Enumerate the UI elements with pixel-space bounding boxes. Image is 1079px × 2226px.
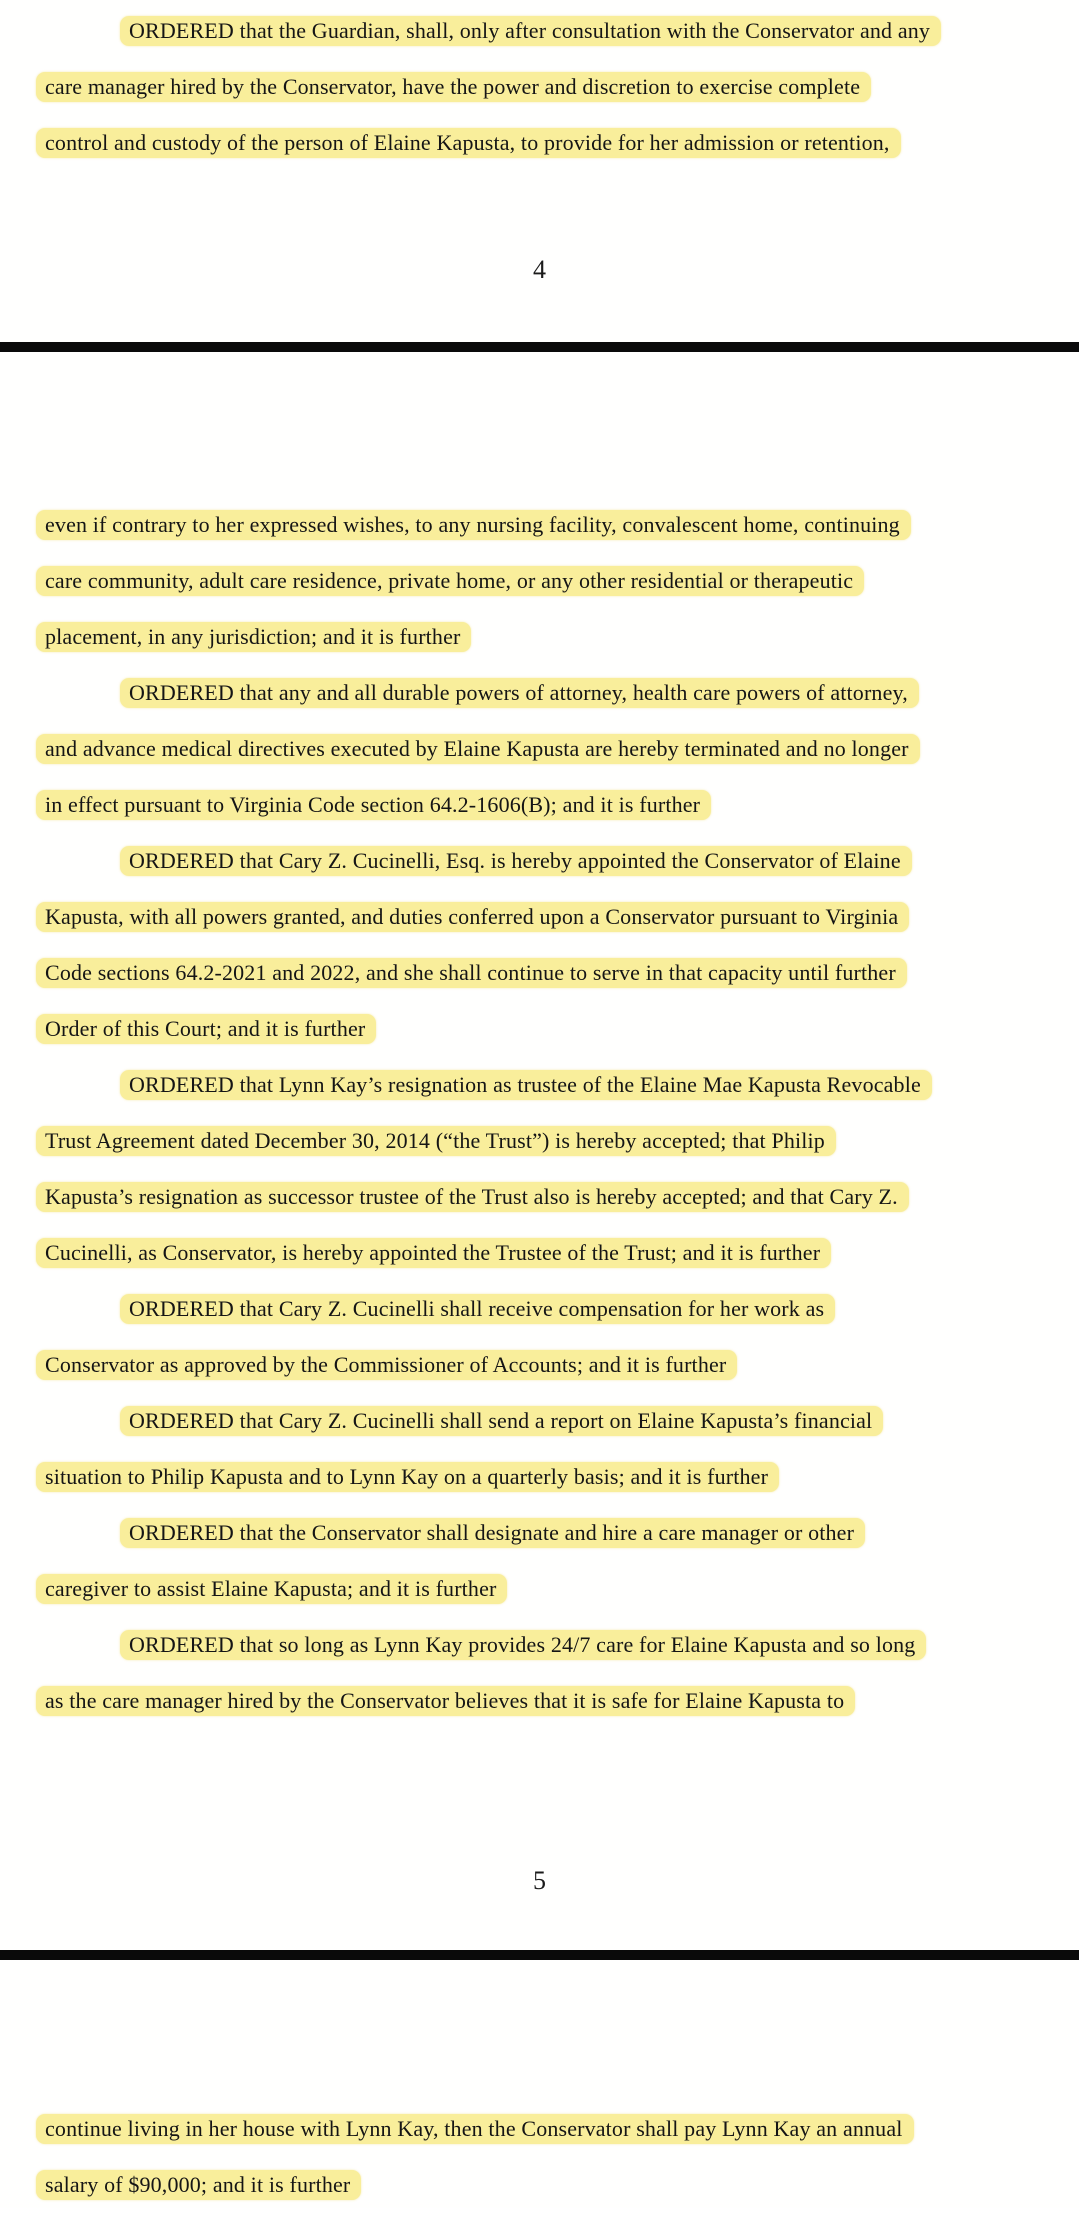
highlighted-text-line: even if contrary to her expressed wishes, to any nursing facility, convalescent home, continuing bbox=[36, 510, 911, 540]
highlighted-text-line: ORDERED that any and all durable powers of attorney, health care powers of attorney, bbox=[120, 678, 919, 708]
highlighted-text-line: ORDERED that the Guardian, shall, only after consultation with the Conservator and any bbox=[120, 16, 941, 46]
page-4-text bbox=[0, 0, 1079, 184]
highlighted-text-line: ORDERED that Cary Z. Cucinelli shall receive compensation for her work as bbox=[120, 1294, 835, 1324]
highlighted-text-line: Cucinelli, as Conservator, is hereby appointed the Trustee of the Trust; and it is further bbox=[36, 1238, 831, 1268]
text-line-row bbox=[36, 1462, 1079, 1518]
text-line-row bbox=[36, 1686, 1079, 1742]
text-line-row bbox=[36, 678, 1079, 734]
text-line-row bbox=[36, 1182, 1079, 1238]
page-separator bbox=[0, 1950, 1079, 1960]
text-line-row bbox=[36, 16, 1079, 72]
text-line-row bbox=[36, 1126, 1079, 1182]
highlighted-text-line: care community, adult care residence, private home, or any other residential or therapeutic bbox=[36, 566, 864, 596]
highlighted-text-line: ORDERED that so long as Lynn Kay provides 24/7 care for Elaine Kapusta and so long bbox=[120, 1630, 926, 1660]
text-line-row bbox=[36, 1518, 1079, 1574]
highlighted-text-line: salary of $90,000; and it is further bbox=[36, 2170, 361, 2200]
text-line-row bbox=[36, 1406, 1079, 1462]
highlighted-text-line: as the care manager hired by the Conservator believes that it is safe for Elaine Kapusta to bbox=[36, 1686, 855, 1716]
text-line-row bbox=[36, 622, 1079, 678]
highlighted-text-line: continue living in her house with Lynn Kay, then the Conservator shall pay Lynn Kay an annual bbox=[36, 2114, 914, 2144]
highlighted-text-line: Kapusta’s resignation as successor trustee of the Trust also is hereby accepted; and that Cary Z. bbox=[36, 1182, 909, 1212]
text-line-row bbox=[36, 1238, 1079, 1294]
highlighted-text-line: Conservator as approved by the Commissioner of Accounts; and it is further bbox=[36, 1350, 737, 1380]
text-line-row bbox=[36, 2114, 1079, 2170]
text-line-row bbox=[36, 1070, 1079, 1126]
highlighted-text-line: Kapusta, with all powers granted, and duties conferred upon a Conservator pursuant to Virginia bbox=[36, 902, 909, 932]
highlighted-text-line: ORDERED that Cary Z. Cucinelli shall send a report on Elaine Kapusta’s financial bbox=[120, 1406, 883, 1436]
text-line-row bbox=[36, 72, 1079, 128]
text-line-row bbox=[36, 128, 1079, 184]
text-line-row bbox=[36, 734, 1079, 790]
highlighted-text-line: ORDERED that Lynn Kay’s resignation as trustee of the Elaine Mae Kapusta Revocable bbox=[120, 1070, 932, 1100]
highlighted-text-line: care manager hired by the Conservator, have the power and discretion to exercise complete bbox=[36, 72, 871, 102]
page-5-text bbox=[0, 352, 1079, 1742]
text-line-row bbox=[36, 1014, 1079, 1070]
page-number: 5 bbox=[533, 1866, 546, 1895]
highlighted-text-line: placement, in any jurisdiction; and it is further bbox=[36, 622, 471, 652]
highlighted-text-line: ORDERED that the Conservator shall designate and hire a care manager or other bbox=[120, 1518, 865, 1548]
text-line-row bbox=[36, 2170, 1079, 2226]
highlighted-text-line: Order of this Court; and it is further bbox=[36, 1014, 376, 1044]
text-line-row bbox=[36, 1574, 1079, 1630]
text-line-row bbox=[36, 1630, 1079, 1686]
text-line-row bbox=[36, 510, 1079, 566]
text-line-row bbox=[36, 566, 1079, 622]
highlighted-text-line: in effect pursuant to Virginia Code section 64.2-1606(B); and it is further bbox=[36, 790, 711, 820]
text-line-row bbox=[36, 958, 1079, 1014]
highlighted-text-line: control and custody of the person of Elaine Kapusta, to provide for her admission or retention, bbox=[36, 128, 901, 158]
page-6-fragment bbox=[0, 1960, 1079, 2226]
highlighted-text-line: caregiver to assist Elaine Kapusta; and it is further bbox=[36, 1574, 507, 1604]
text-line-row bbox=[36, 790, 1079, 846]
highlighted-text-line: and advance medical directives executed by Elaine Kapusta are hereby terminated and no longer bbox=[36, 734, 920, 764]
page-5-fragment bbox=[0, 352, 1079, 1960]
page-number: 4 bbox=[533, 255, 546, 284]
text-line-row bbox=[36, 902, 1079, 958]
page-6-text bbox=[0, 1960, 1079, 2226]
highlighted-text-line: ORDERED that Cary Z. Cucinelli, Esq. is hereby appointed the Conservator of Elaine bbox=[120, 846, 912, 876]
highlighted-text-line: situation to Philip Kapusta and to Lynn Kay on a quarterly basis; and it is further bbox=[36, 1462, 779, 1492]
text-line-row bbox=[36, 1294, 1079, 1350]
page-4-fragment bbox=[0, 0, 1079, 352]
highlighted-text-line: Trust Agreement dated December 30, 2014 (“the Trust”) is hereby accepted; that Philip bbox=[36, 1126, 836, 1156]
text-line-row bbox=[36, 846, 1079, 902]
text-line-row bbox=[36, 1350, 1079, 1406]
highlighted-text-line: Code sections 64.2-2021 and 2022, and she shall continue to serve in that capacity until further bbox=[36, 958, 907, 988]
page-separator bbox=[0, 342, 1079, 352]
